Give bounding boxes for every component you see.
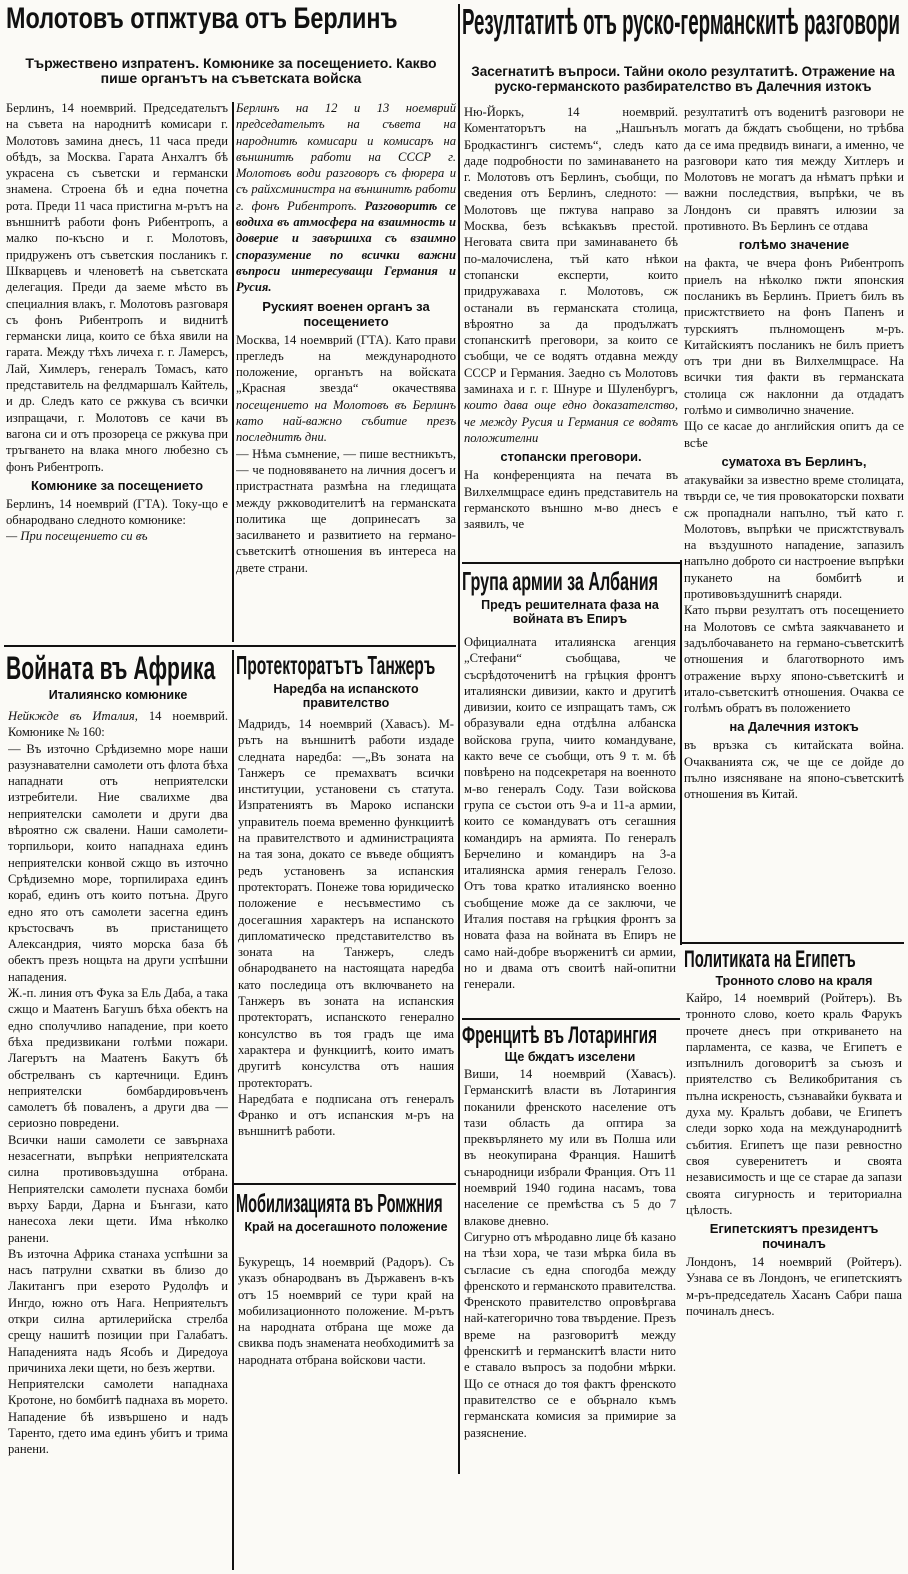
column-rule [232,102,234,642]
paragraph: Берлинъ, 14 ноемврий. Председательтъ на съвета на народнитѣ комисари г. Молотовъ замина днесъ, 11 часа преди обѣдъ, за Москва. Гарата Анхалтъ бѣ украсена съ съветски и германски знамена. Строена бѣ и една почетна рота. Преди 11 часа пристигна м-рътъ на външнитѣ работи фонъ Рибентропъ, а малко по-късно и г. Молотовъ, придруженъ отъ съветския посланикъ г. Шкварцевъ и членоветѣ на съветската делегация. Преди да заеме мѣсто въ специалния влакъ, г. Молотовъ разговаря съ фонъ Рибентропъ и виднитѣ германски лица, които се бѣха явили на гарата. Между тѣхъ личеха г. г. Ламерсъ, Лай, Химлеръ, генералъ Томасъ, като представитель на фелдмаршалъ Кайтель, и др. Следъ като се ржкува съ всички изпращачи, г. Молотовъ се качи въ вагона си и отъ прозореца се ржкува при тръгването на влака много любезно съ фонъ Рибентропъ. [6,101,228,474]
subtitle-africa: Италиянско комюнике [48,688,188,702]
paragraph: Наредбата е подписана отъ генералъ Франко и отъ испанския м-ръ на външнитѣ работи. [238,1091,454,1139]
egypt-column [686,990,902,1370]
paragraph: Официалната италиянска агенция „Стефани“ съобщава, че съсрѣдоточенитѣ на грѣцкия фронтъ италиянски дивизии, както и другитѣ дивизии, които се изпращатъ тамъ, сж образували една отдѣлна албанска войскова група, чиито командуване, както вече се съобщи, отъ 9 т. м. бѣ повѣрено на подсекретаря на военното м-во генералъ Соду. Тази войскова група се състои отъ 9-а и 11-а армии, които се командуватъ отъ сегашния командиръ на армията. По генералъ Берчелино и командиръ на 3-а италиянска армия генералъ Гелозо. Отъ това кратко италиянско военно съобщение може да се заключи, че Италия поставя на грѣцкия фронтъ за новата фаза на войната въ Епиръ не само най-добре въорженитѣ си армии, но и двама отъ своитѣ най-опитни генерали. [464,635,676,992]
italic-text: посещението на Молотовъ въ Берлинъ като най-важно събитие презъ последнитѣ дни. [236,397,456,445]
paragraph [464,104,678,446]
paragraph: Въ източна Африка станаха успѣшни за насъ патрулни схватки въ близо до Лакитангъ при езерото Рудолфъ и Ингдо, южно отъ Нага. Неприятельтъ откри силна артилерийска стрелба срещу нашитѣ позиции при Галабатъ. Нападенията надъ Ясобъ и Диредоуа причиниха леки щети, но безъ жертви. [8,1246,228,1375]
bold-text: Разговоритѣ се водиха въ атмосфера на взаимность и доверие и завършиха съ взаимно споразумение по всички важни въпроси интересуващи Германия и Русия. [236,198,456,295]
text: 14 ноемврий. Комюнике № 160: [8,709,228,740]
molotov-column-1 [6,100,228,640]
section-rule [682,942,904,944]
paragraph: Неприятелски самолети нападнаха Кротоне, но бомбитѣ паднаха въ морето. Нападение бѣ извършено и надъ Таренто, гдето има единъ убитъ и трима ранени. [8,1377,228,1457]
subtitle-results: Засегнатитѣ въпроси. Тайни около резултатитѣ. Отражение на руско-германското разбирателство въ Далечния изтокъ [471,64,895,94]
molotov-column-2 [236,100,456,640]
paragraph: Сигурно отъ мѣродавно лице бѣ казано на тѣзи хора, че тази мѣрка била въ съгласие съ една спогодба между френското и германското правителства. Френското правителство опровѣргава най-категорично това твърдение. Презъ време на разговоритѣ между френскитѣ и германскитѣ власти нито е ставало въпросъ за подобни мѣрки. Що се отнася до тоя фактъ френското правителство се е обърнало къмъ германската комисия за примирие за разяснение. [464,1229,676,1440]
headline-tangier [236,652,456,680]
headline-africa [6,652,230,686]
section-rule [4,645,456,647]
paragraph [236,100,456,296]
paragraph: Ж.-п. линия отъ Фука за Ель Даба, а така сжщо и Маатенъ Багушъ бѣха обектъ на едно сполучливо нападение, при което бѣха предизвикани голѣми пожари. Лагерътъ на Маатенъ Бакутъ бѣ обстрелванъ съ картечници. Единъ неприятелски бомбардировъченъ самолетъ бѣ поваленъ, а други два — сериозно повредени. [8,986,228,1131]
lorraine-column [464,1066,676,1471]
paragraph: Като първи резултатъ отъ посещението на Молотовъ се смѣта заякчаването и задълбочаването на германо-съветскитѣ отношения и благотворното имъ отражение върху японо-съветскитѣ и итало-съветскитѣ отношения. Очаква се голѣмъ обратъ въ положението [684,603,904,716]
subhead-president-died: Египетскиятъ президентъ починалъ [709,1221,879,1252]
headline-text: Група армии за Албания [462,568,659,596]
paragraph: Берлинъ, 14 ноемврий (ГТА). Току-що е обнародвано следното комюнике: [6,496,228,528]
headline-molotov [6,4,456,34]
subhead-commotion: суматоха въ Берлинъ, [721,453,867,469]
italic-text: които дава още едно доказателство, че между Русия и Германия се водятъ положителни [464,398,678,445]
paragraph: на факта, че вчера фонъ Рибентропъ приелъ на нѣколко пжти японския посланикъ въ Берлинъ. Приетъ билъ въ присжтствието на фонъ Папенъ и турскиятъ пълномощенъ м-ръ. Китайскиятъ посланикъ не билъ приетъ отъ три дни въ Вилхелмщрасе. На всички тия факти въ германската столица сж наклонни да отдадатъ голѣмо и символично значение. [684,256,904,418]
tangier-column [238,716,454,1180]
paragraph: атакувайки за известно време столицата, твърди се, че тия провокаторски похвати сж пропаднали напълно, тъй като г. Молотовъ, въпрѣки че присжтствувалъ на въздушното нападение, запазилъ напълно доброто си настроение въпрѣки пукането на бомбитѣ и противовъздушнитѣ снаряди. [684,472,904,602]
subtitle-molotov: Тържествено изпратенъ. Комюнике за посещението. Какво пише органътъ на съветската войска [25,56,437,86]
headline-text: Молотовъ отпжтува отъ Берлинъ [6,4,398,34]
headline-lorraine [462,1024,678,1050]
column-rule [680,560,682,945]
headline-results [462,4,904,44]
subhead-military-organ: Руският военен органъ за посещението [262,298,430,329]
romania-column [238,1254,454,1404]
section-rule [462,1018,680,1020]
paragraph [8,708,228,741]
subhead-far-east: на Далечния изтокъ [729,719,859,735]
paragraph: Букурещъ, 14 ноемврий (Радоръ). Съ указъ обнародванъ въ Държавенъ в-къ отъ 15 ноемврий се тури край на мобилизационното положение. М-рътъ на народната отбрана ще може да свиква подъ знамената необходимитѣ за народната отбрана войскови части. [238,1255,454,1367]
subhead-significance: голѣмо значение [738,237,850,253]
subtitle-lorraine: Ще бждатъ изселени [504,1050,636,1064]
section-rule [462,562,680,564]
paragraph: Лондонъ, 14 ноемврий (Ройтеръ). Узнава се въ Лондонъ, че египетскиятъ м-ръ-председатель Хасанъ Сабри паша починалъ днесъ. [686,1255,902,1319]
paragraph: — Нѣма съмнение, — пише вестникътъ, — че подновяването на личния досегъ и пристрастната размѣна на гледищата между ржководителитѣ на германската политика ще допринесатъ за засилването и развитието на германо-съветскитѣ отношения въ интереса на двете страни. [236,446,456,575]
subtitle-albania: Предъ решителната фаза на войната въ Епиръ [481,598,659,626]
paragraph: Мадридъ, 14 ноемврий (Хавасъ). М-рътъ на външнитѣ работи издаде следната наредба: —„Въ зоната на Танжеръ се премахватъ всички институции, установени съ статута. Изпратениятъ въ Мароко испански управитель поема временно функциитѣ на правителството и администрацията на тая зона, докато се въведе общиятъ редъ установенъ за испанския протекторатъ. Понеже това юридическо положение е несъвместимо съ досегашния характеръ на испанското дипломатическо представителство въ зоната на Танжеръ, следъ обнародването на настоящата наредба като последица отъ включването на Танжеръ въ зоната на испанския протекторатъ, испанското генерално консулство въ тоя градъ ще има характера и функциитѣ, които иматъ другитѣ консулства отъ нашия протекторатъ. [238,717,454,1090]
text: Москва, 14 ноемврий (ГТА). Като прави прегледъ на международното положение, органътъ на войската „Красная звезда“ окачествява [236,332,456,396]
headline-text: Политиката на Египетъ [684,948,856,973]
paragraph: — Въ източно Срѣдиземно море наши разузнавателни самолети отъ флота бѣха нападнати отъ неприятелски изтребители. Ние свалихме два неприятелски самолети и други два вѣроятно сж свалени. Наши самолети-торпильори, които нападнаха единъ неприятелски конвой сжщо въ източно Срѣдиземно море, торпилираха единъ кораб, единъ отъ които потъна. Друго едно ято отъ самолети засегна единъ кръстосвачъ въ пристанището Александрия, чиято морска база бѣ обектъ презъ нощьта на други успѣшни нападения. [8,741,228,984]
results-column-1 [464,104,678,559]
results-column-2 [684,104,904,940]
headline-text: Мобилизацията въ Ромжния [236,1190,443,1218]
headline-text: Резултатитѣ отъ руско-германскитѣ разговори [462,4,900,42]
headline-romania [236,1190,456,1218]
headline-text: Протекторатътъ Танжеръ [236,652,436,680]
paragraph: резултатитѣ отъ воденитѣ разговори не могатъ да бждатъ съобщени, но трѣбва да се има предвидъ винаги, а именно, че разговори като тия между Хитлеръ и Молотовъ не могатъ да нѣматъ прѣки и важни последствия, въпрѣки, че въ Лондонъ си правятъ илюзии за противното. Въ Берлинъ се отдава [684,105,904,234]
italic-text: Нейкжде въ Италия, [8,709,138,723]
paragraph: Виши, 14 ноемврий (Хавасъ). Германскитѣ власти въ Лотарингия поканили френското население отъ тази область да оптира за преквърлянето му или въ Полша или въ неокупирана Франция. Нашитѣ сънародници избрали Франция. Отъ 11 ноемврий 1940 година насамъ, това население се премѣства съ 5 до 7 влакове дневно. [464,1067,676,1228]
headline-text: Френцитѣ въ Лотарингия [462,1024,658,1049]
subtitle-tangier: Наредба на испанското правителство [273,682,419,710]
paragraph: — При посещението си въ [6,529,148,544]
italic-text: Берлинъ на 12 и 13 ноемврий председательтъ на съвета на народнитѣ комисари и комисаръ на външнитѣ работи на СССР г. Молотовъ води разговоръ съ фюрера и съ райхсминистра на външнитѣ работи г. фонъ Рибентропъ. [236,101,456,213]
paragraph: На конференцията на печата въ Вилхелмщрасе единъ представитель на германското външно м-во днесъ е заявилъ, че [464,468,678,532]
section-rule [234,1183,456,1185]
headline-egypt [684,948,904,974]
column-rule [458,4,460,1474]
paragraph [236,332,456,446]
paragraph: Кайро, 14 ноемврий (Ройтеръ). Въ тронното слово, което краль Фарукъ прочете днесъ при откриването на парламента, се казва, че Египетъ е изпълнилъ договоритѣ за съюзъ и приятелство съ Великобритания съ пълна искреность, съзнавайки буквата и духа му. Кральтъ добави, че Египетъ следи зорко хода на международнитѣ събития. Египетъ ще пази ревностно своя суверенитетъ и своята независимость и ще се старае да запази своята сигурность и териториална цѣлость. [686,991,902,1217]
headline-text: Войната въ Африка [6,652,216,686]
paragraph: въ връзка съ китайската война. Очакванията сж, че ще се дойде до пълно изясняване на японо-съветскитѣ отношения въ Китай. [684,738,904,802]
subtitle-egypt: Тронното слово на краля [715,974,873,988]
paragraph: Всички наши самолети се завърнаха незасегнати, въпрѣки неприятелската силна противовъздушна отбрана. Неприятелски самолети пуснаха бомби върху Барди, Дарна и Бънгази, като нанесоха леки щети. Има нѣколко ранени. [8,1132,228,1245]
paragraph: Що се касае до английския опитъ да се всѣе [684,419,904,450]
headline-albania [462,568,678,596]
subhead-communique: Комюнике за посещението [30,477,204,493]
subtitle-romania: Край на досегашното положение [244,1220,448,1234]
column-rule [232,650,234,1570]
subhead-economic-talks: стопански преговори. [500,449,642,465]
albania-column [464,634,676,1016]
africa-column [8,708,228,1570]
text: Ню-Йоркъ, 14 ноемврий. Коментаторътъ на „Нашънълъ Бродкастингъ системъ“, следъ като даде подробности по заминаването на г. Молотовъ отъ Берлинъ, съобщи, по сведения отъ Берлинъ, следното: — Молотовъ ще пжтува направо за Москва, безъ всѣкакъвъ престой. Неговата свита при заминаването бѣ по-малочислена, тъй като нѣкои стопански експерти, които придружаваха г. Молотовъ, сж останали въ германската столица, вѣроятно за да продължатъ стопанскитѣ преговори, за които се съобщи, че се водятъ отдавна между СССР и Германия. Заедно съ Молотовъ заминаха и г. г. Шнуре и Шуленбургъ, [464,105,678,397]
